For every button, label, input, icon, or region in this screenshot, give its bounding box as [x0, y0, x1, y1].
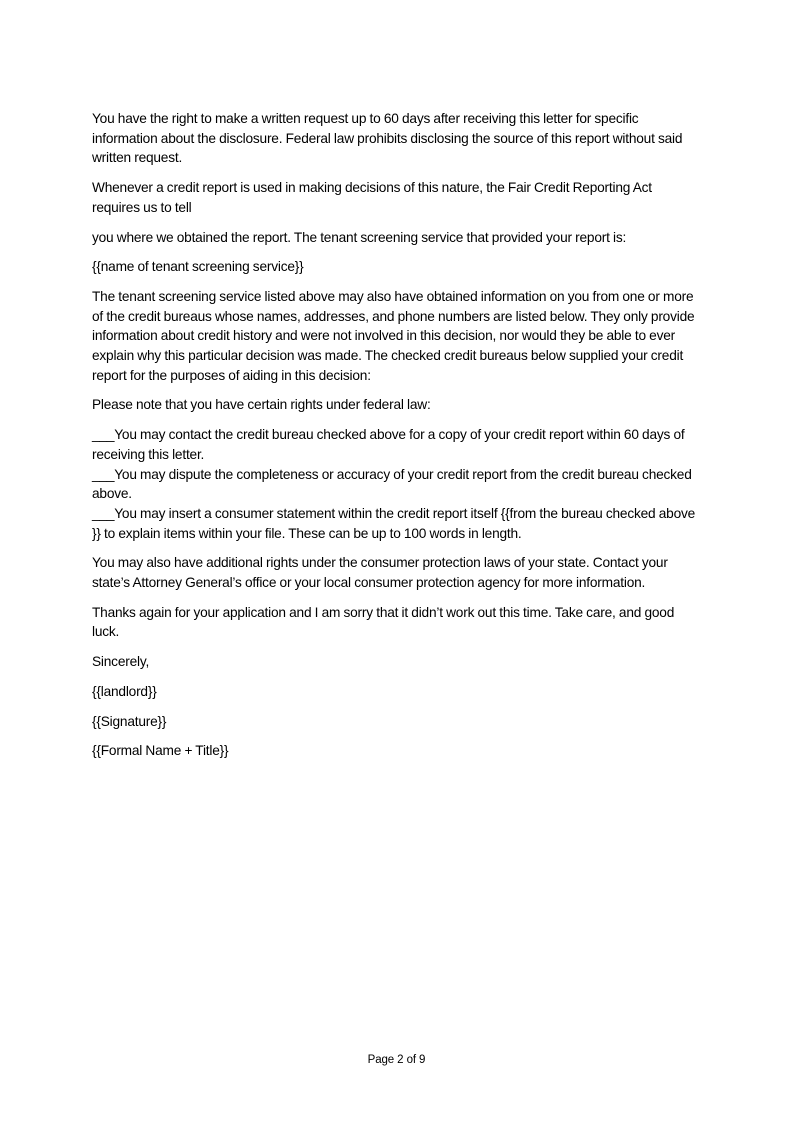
placeholder-signature: {{Signature}} [92, 713, 167, 729]
rights-list-item-consumer-statement: ___You may insert a consumer statement within the credit report itself {{from the bureau checked above }} to explain items within your file. These can be up to 100 words in length. [92, 505, 696, 541]
page-footer [0, 1053, 793, 1068]
salutation: Sincerely, [92, 654, 150, 670]
paragraph-state-rights: You may also have additional rights under the consumer protection laws of your state. Contact your state’s Attorney General’s office or your local consumer protection agency for more information. [92, 555, 668, 591]
page-number-label: Page 2 of 9 [367, 1054, 426, 1066]
paragraph-report-source: you where we obtained the report. The tenant screening service that provided your report is: [92, 229, 627, 245]
placeholder-formal-name-title: {{Formal Name + Title}} [92, 743, 229, 759]
paragraph-thanks: Thanks again for your application and I am sorry that it didn’t work out this time. Take care, and good luck. [92, 604, 675, 640]
paragraph-credit-bureaus-info: The tenant screening service listed above may also have obtained information on you from one or more of the credit bureaus whose names, addresses, and phone numbers are listed below. They only provide information about credit history and were not involved in this decision, nor would they be able to ever explain why this particular decision was made. The checked credit bureaus below supplied your credit report for the purposes of aiding in this decision: [92, 288, 695, 383]
rights-list-item-contact-bureau: ___You may contact the credit bureau checked above for a copy of your credit report within 60 days of receiving this letter. [92, 427, 685, 462]
letter-body [92, 109, 701, 771]
placeholder-tenant-screening-service: {{name of tenant screening service}} [92, 259, 304, 275]
paragraph-fcra-intro: Whenever a credit report is used in making decisions of this nature, the Fair Credit Reporting Act requires us to tell [92, 180, 652, 215]
signature-block [92, 652, 701, 761]
paragraph-federal-law-note: Please note that you have certain rights under federal law: [92, 397, 431, 413]
rights-list [92, 425, 701, 543]
placeholder-landlord: {{landlord}} [92, 683, 157, 699]
paragraph-written-request-rights: You have the right to make a written request up to 60 days after receiving this letter for specific information about the disclosure. Federal law prohibits disclosing the source of this report without said written request. [92, 111, 683, 166]
rights-list-item-dispute-accuracy: ___You may dispute the completeness or accuracy of your credit report from the credit bureau checked above. [92, 466, 692, 502]
